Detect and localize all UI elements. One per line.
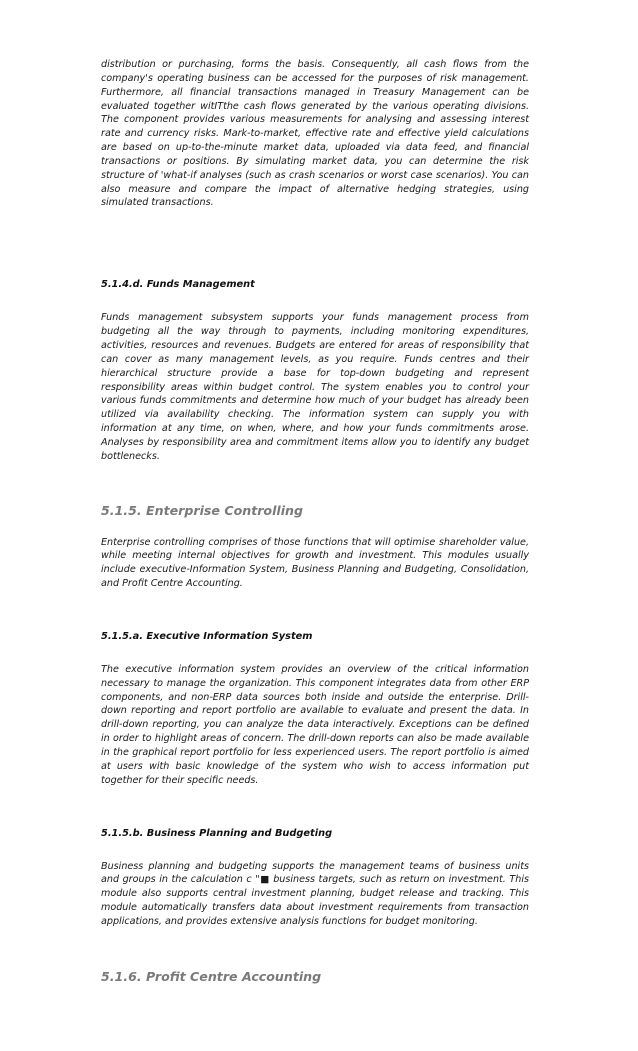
funds-management-paragraph: Funds management subsystem supports your funds management process from budgeting all the way through to payments, including monitoring expenditures, activities, resources and revenues. Budgets are entered for areas of responsibility that can cover as many management levels, as you require. Funds centres and their hierarchical structure provide a base for top-down budgeting and represent responsibility areas within budget control. The system enables you to control your various funds commitments and determine how much of your budget has already been utilized via availability checking. The information system can supply you with information at any time, on when, where, and how your funds commitments arose. Analyses by responsibility area and commitment items allow you to identify any budget bottlenecks. bbox=[101, 312, 529, 462]
executive-information-system-paragraph: The executive information system provides an overview of the critical information necessary to manage the organization. This component integrates data from other ERP components, and non-ERP data sources both inside and outside the enterprise. Drill-down reporting and report portfolio are available to evaluate and present the data. In drill-down reporting, you can analyze the data interactively. Exceptions can be defined in order to highlight areas of concern. The drill-down reports can also be made available in the graphical report portfolio for less experienced users. The report portfolio is aimed at users with basic knowledge of the system who wish to access information put together for their specific needs. bbox=[101, 663, 529, 786]
funds-management-heading: 5.1.4.d. Funds Management bbox=[101, 279, 255, 291]
business-planning-paragraph: Business planning and budgeting supports the management teams of business units and groups in the calculation c "■ business targets, such as return on investment. This module also supports central investment planning, budget release and tracking. This module automatically transfers data about investment requirements from transaction applications, and provides extensive analysis functions for budget monitoring. bbox=[101, 860, 529, 927]
executive-information-system-heading: 5.1.5.a. Executive Information System bbox=[101, 630, 313, 642]
intro-paragraph: distribution or purchasing, forms the basis. Consequently, all cash flows from the company's operating business can be accessed for the purposes of risk management. Furthermore, all financial transactions managed in Treasury Management can be evaluated together witITthe cash flows generated by the various operating divisions. The component provides various measurements for analysing and assessing interest rate and currency risks. Mark-to-market, effective rate and effective yield calculations are based on up-to-the-minute market data, uploaded via data feed, and financial transactions or positions. By simulating market data, you can determine the risk structure of 'what-if analyses (such as crash scenarios or worst case scenarios). You can also measure and compare the impact of alternative hedging strategies, using simulated transactions. bbox=[101, 59, 529, 209]
profit-centre-accounting-heading: 5.1.6. Profit Centre Accounting bbox=[101, 968, 322, 984]
document-page bbox=[101, 58, 529, 985]
business-planning-heading: 5.1.5.b. Business Planning and Budgeting bbox=[101, 827, 333, 839]
enterprise-controlling-heading: 5.1.5. Enterprise Controlling bbox=[101, 502, 304, 518]
enterprise-controlling-paragraph: Enterprise controlling comprises of those functions that will optimise shareholder value, while meeting internal objectives for growth and investment. This modules usually include executive-Information System, Business Planning and Budgeting, Consolidation, and Profit Centre Accounting. bbox=[101, 536, 529, 590]
